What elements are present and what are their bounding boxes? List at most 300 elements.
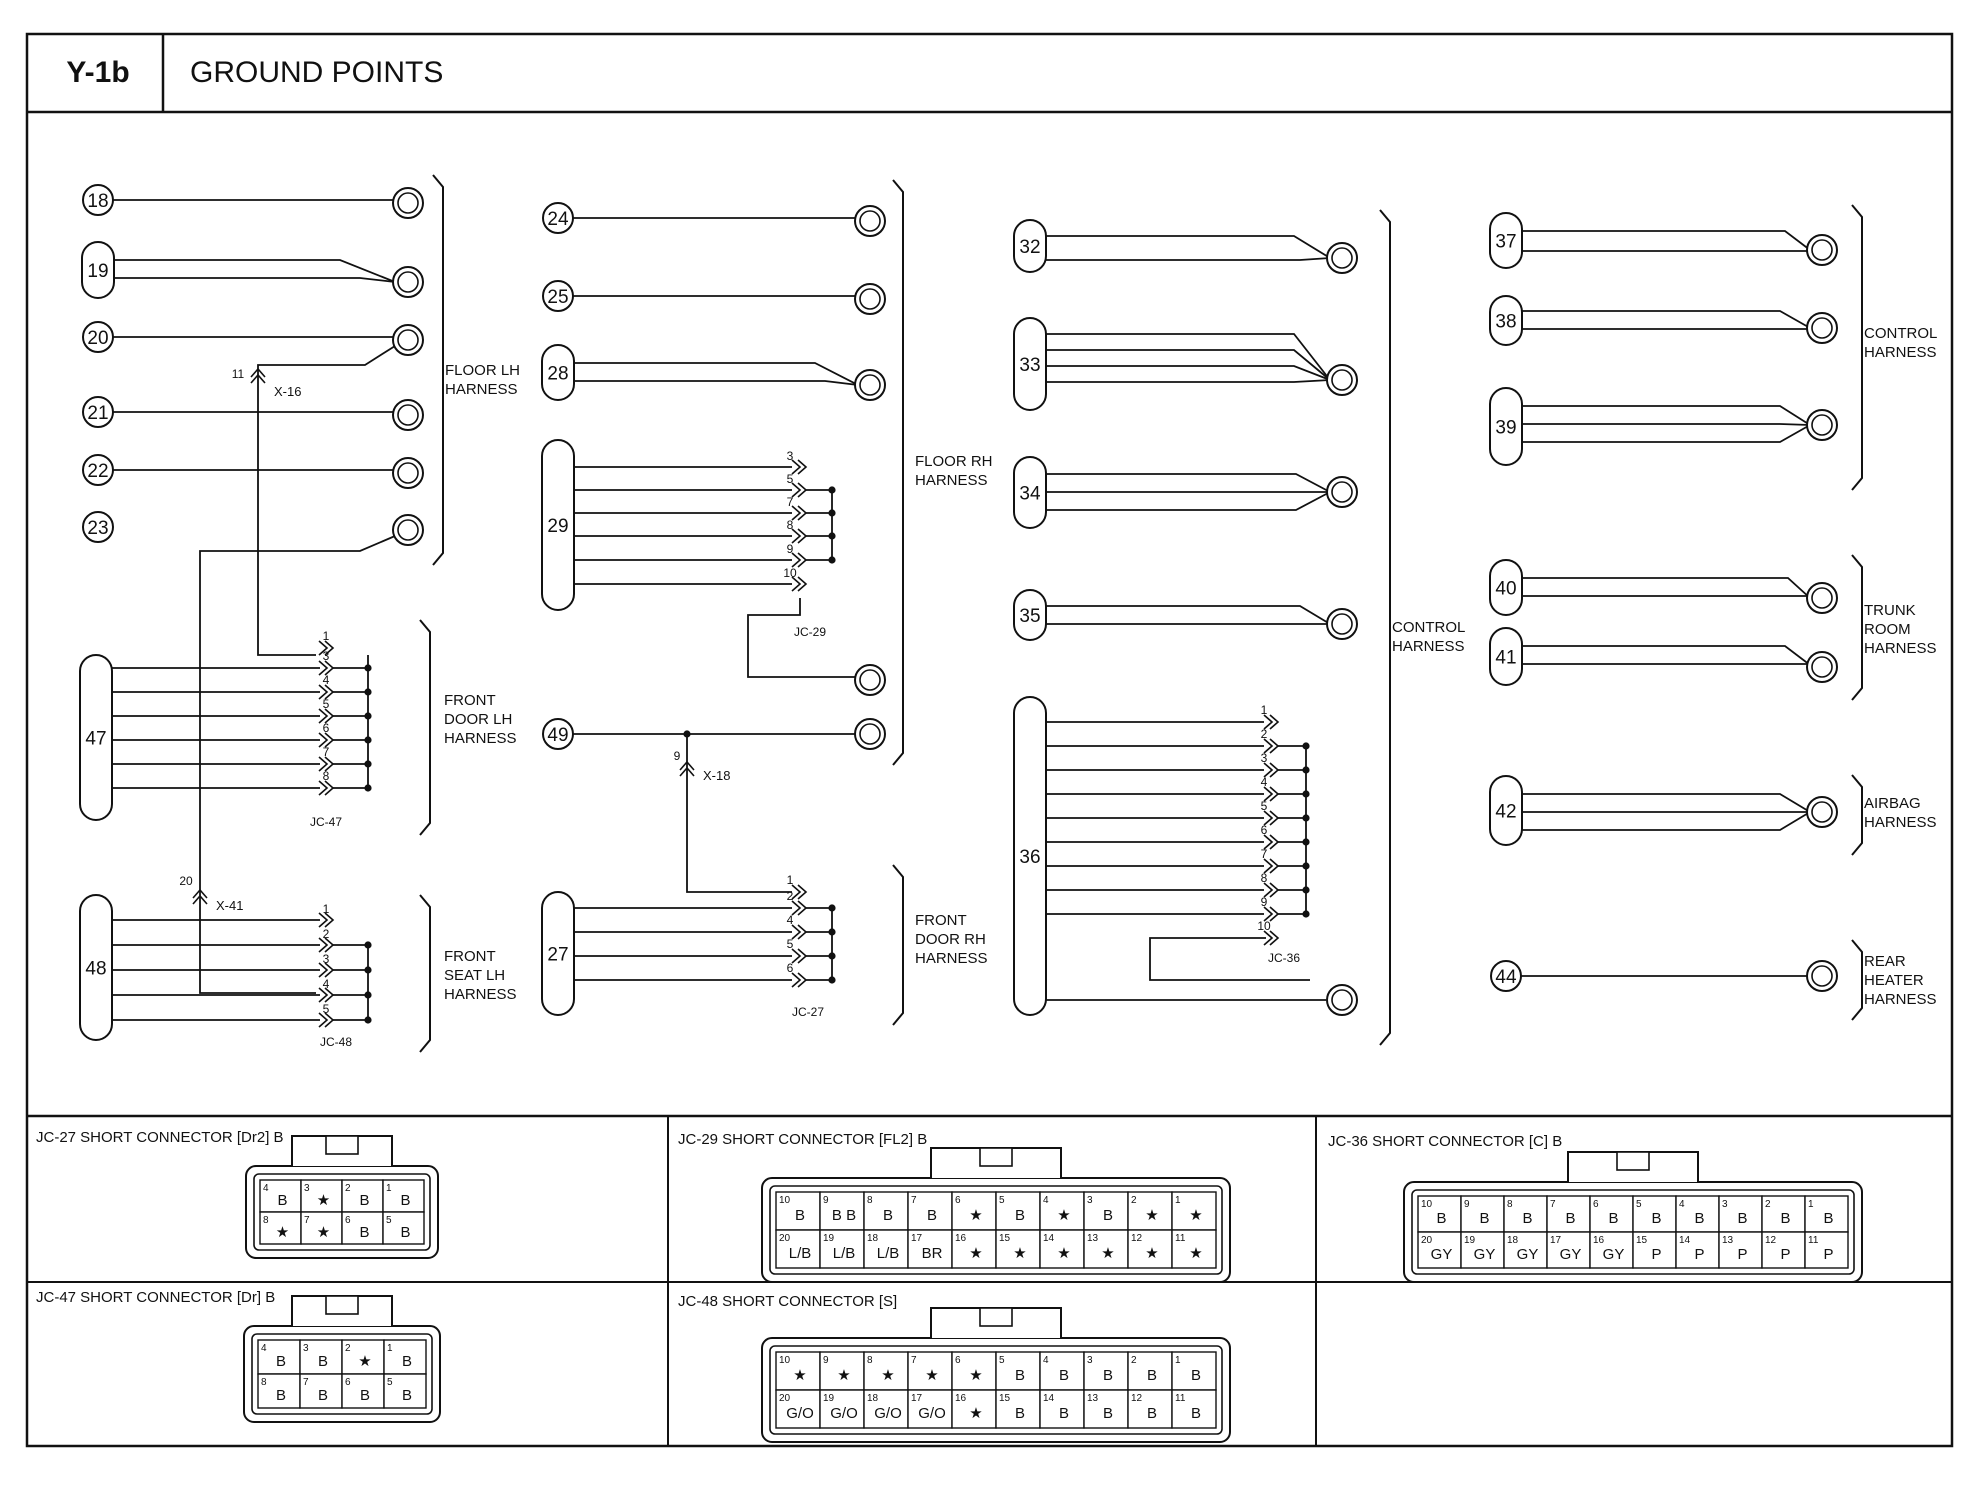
jc36-splice-dot	[1302, 886, 1309, 893]
jc29-pin-mark	[792, 506, 806, 520]
jc36-wire-6: B	[1608, 1210, 1619, 1227]
rear-heater-harness-line2: HARNESS	[1864, 991, 1937, 1008]
jc36-splice-dot	[1302, 814, 1309, 821]
trunk-room-harness-line1: ROOM	[1864, 621, 1911, 638]
jc48-cavity-5: 5	[999, 1355, 1005, 1366]
jc48-wire-17: G/O	[918, 1405, 946, 1422]
jc47-cavity-1: 1	[387, 1343, 393, 1354]
ground-23-label: 23	[87, 518, 109, 539]
jc27-pin-6: 6	[786, 961, 794, 975]
jc36-cavity-2: 2	[1765, 1199, 1771, 1210]
jc29-cavity-4: 4	[1043, 1195, 1049, 1206]
floor-lh-harness-line0: FLOOR LH	[445, 362, 521, 379]
control-right-harness-line0: CONTROL	[1864, 325, 1938, 342]
rear-heater-harness-line1: HEATER	[1864, 972, 1924, 989]
jc29-wire-10: B	[794, 1207, 806, 1224]
ground-44-label: 44	[1495, 967, 1517, 988]
jc36-wire-16: GY	[1602, 1246, 1625, 1263]
jc29-wire-3: B	[1102, 1207, 1114, 1224]
jc29-wire-16: ★	[969, 1245, 983, 1262]
jc36-cavity-19: 19	[1464, 1235, 1476, 1246]
jc48-latch-slot	[980, 1308, 1012, 1326]
floor-lh-harness-line1: HARNESS	[445, 381, 518, 398]
jc48-wire-12: B	[1146, 1405, 1158, 1422]
jc36-cavity-6: 6	[1593, 1199, 1599, 1210]
ground-24-label: 24	[547, 209, 569, 230]
jc36-label: JC-36	[1267, 951, 1301, 965]
jc36-wire-15: P	[1651, 1246, 1662, 1263]
jc29-latch-slot	[980, 1148, 1012, 1166]
jc47-pin-3: 3	[322, 649, 330, 663]
ground-37-label: 37	[1495, 231, 1517, 253]
jc36-cavity-15: 15	[1636, 1235, 1648, 1246]
jc29-cavity-9: 9	[823, 1195, 829, 1206]
jc36-cavity-1: 1	[1808, 1199, 1814, 1210]
ground-29-label: 29	[547, 516, 569, 537]
ground-22-label: 22	[87, 461, 109, 482]
front-door-lh-harness-line1: DOOR LH	[444, 711, 513, 728]
jc36-pin-5: 5	[1260, 799, 1268, 813]
jc47-cavity-3: 3	[303, 1343, 309, 1354]
jc36-cavity-16: 16	[1593, 1235, 1605, 1246]
jc36-splice-dot	[1302, 838, 1309, 845]
jc36-cavity-3: 3	[1722, 1199, 1728, 1210]
front-door-rh-harness-line2: HARNESS	[915, 950, 988, 967]
jc48-wire-13: B	[1102, 1405, 1114, 1422]
ground-41-label: 41	[1495, 647, 1517, 669]
ground-40-label: 40	[1495, 578, 1517, 600]
jc29-splice-dot	[828, 509, 835, 516]
jc29-pin-mark	[792, 483, 806, 497]
front-seat-lh-harness-line1: SEAT LH	[444, 967, 506, 984]
jc48-cavity-16: 16	[955, 1393, 967, 1404]
jc36-wire-5: B	[1651, 1210, 1662, 1227]
jc36-wire-10: B	[1436, 1210, 1447, 1227]
jc27-pin-2: 2	[786, 889, 794, 903]
jc47-wire-4: B	[275, 1353, 287, 1370]
jc27-wire-2: B	[359, 1192, 370, 1209]
jc27-pin-4: 4	[786, 913, 794, 927]
jc27-splice-dot	[828, 952, 835, 959]
floor-lh-bracket	[433, 175, 443, 565]
jc27-wire-6: B	[359, 1224, 370, 1241]
jc27-splice-dot	[828, 928, 835, 935]
jc27-wire-8: ★	[275, 1224, 290, 1241]
wire	[1046, 366, 1330, 380]
jc36-pin-9: 9	[1260, 895, 1268, 909]
jc29-cavity-6: 6	[955, 1195, 961, 1206]
jc48-cavity-14: 14	[1043, 1393, 1055, 1404]
jc47-cavity-8: 8	[261, 1377, 267, 1388]
jc47-pin-4: 4	[322, 673, 330, 687]
jc48-pin-4: 4	[322, 977, 330, 991]
front-door-rh-harness-line1: DOOR RH	[915, 931, 986, 948]
jc29-wire-6: ★	[969, 1207, 983, 1224]
control-mid-harness-line0: CONTROL	[1392, 619, 1466, 636]
jc36-cavity-7: 7	[1550, 1199, 1556, 1210]
jc36-cavity-17: 17	[1550, 1235, 1562, 1246]
jc36-cavity-13: 13	[1722, 1235, 1734, 1246]
jc48-cavity-8: 8	[867, 1355, 873, 1366]
x18-label: X-18	[703, 768, 731, 783]
jc47-splice-dot	[364, 664, 371, 671]
ground-28-label: 28	[547, 363, 569, 385]
rear-heater-bracket	[1852, 940, 1862, 1020]
jc29-pin-8: 8	[786, 518, 794, 532]
wire	[1522, 646, 1810, 665]
jc29-wire-2: ★	[1145, 1207, 1159, 1224]
jc47-cavity-6: 6	[345, 1377, 351, 1388]
jc48-pin-2: 2	[322, 927, 330, 941]
jc48-wire-3: B	[1102, 1367, 1114, 1384]
jc29-splice-dot	[828, 532, 835, 539]
jc47-cavity-5: 5	[387, 1377, 393, 1388]
control-mid-harness-line1: HARNESS	[1392, 638, 1465, 655]
jc27-splice-dot	[828, 904, 835, 911]
jc29-pin-10: 10	[783, 566, 797, 580]
ground-38-label: 38	[1495, 311, 1517, 333]
trunk-room-harness-line0: TRUNK	[1864, 602, 1916, 619]
jc36-cavity-11: 11	[1808, 1235, 1819, 1246]
floor-rh-harness-line1: HARNESS	[915, 472, 988, 489]
jc47-cavity-2: 2	[345, 1343, 351, 1354]
jc47-pin-7: 7	[322, 745, 330, 759]
jc29-cavity-11: 11	[1175, 1233, 1186, 1244]
jc48-wire-18: G/O	[874, 1405, 902, 1422]
jc48-wire-1: B	[1190, 1367, 1202, 1384]
jc27-pin-mark	[792, 901, 806, 915]
jc36-pin-10: 10	[1257, 919, 1271, 933]
jc29-wire-11: ★	[1189, 1245, 1203, 1262]
jc29-wire-7: B	[926, 1207, 938, 1224]
wire	[574, 381, 858, 385]
jc27-cavity-7: 7	[304, 1215, 310, 1226]
jc36-cavity-8: 8	[1507, 1199, 1513, 1210]
jc48-splice-dot	[364, 1016, 371, 1023]
jc29-cavity-20: 20	[779, 1233, 791, 1244]
jc27-wire-1: B	[400, 1192, 411, 1209]
jc27-wire-3: ★	[316, 1192, 331, 1209]
jc36-wire-11: P	[1823, 1246, 1834, 1263]
jc36-wire-14: P	[1694, 1246, 1705, 1263]
ground-42-label: 42	[1495, 801, 1517, 823]
ground-47-label: 47	[85, 728, 107, 750]
floor-rh-bracket	[893, 180, 903, 765]
jc48-splice-dot	[364, 991, 371, 998]
jc36-pin-mark	[1264, 931, 1278, 945]
trunk-room-bracket	[1852, 555, 1862, 700]
wire	[1522, 231, 1810, 250]
jc47-wire-6: B	[359, 1387, 371, 1404]
wire	[1522, 311, 1810, 328]
jc48-wire-10: ★	[793, 1367, 807, 1384]
jc29-cavity-13: 13	[1087, 1233, 1099, 1244]
jc48-cavity-18: 18	[867, 1393, 879, 1404]
control-mid-bracket	[1380, 210, 1390, 1045]
jc29-pin-7: 7	[786, 495, 794, 509]
wire	[1046, 380, 1330, 382]
jc36-splice-dot	[1302, 862, 1309, 869]
jc48-wire-20: G/O	[786, 1405, 814, 1422]
jc29-cavity-12: 12	[1131, 1233, 1143, 1244]
jc27-pin-mark	[792, 885, 806, 899]
jc36-cavity-20: 20	[1421, 1235, 1433, 1246]
jc36-pin-3: 3	[1260, 751, 1268, 765]
wire	[1046, 474, 1330, 492]
jc48-cavity-4: 4	[1043, 1355, 1049, 1366]
jc36-pin-8: 8	[1260, 871, 1268, 885]
jc29-label: JC-29	[793, 625, 827, 639]
ground-32-label: 32	[1019, 237, 1041, 258]
jc36-wire-4: B	[1694, 1210, 1705, 1227]
jc27-wire-7: ★	[316, 1224, 331, 1241]
ground-19-label: 19	[87, 261, 109, 282]
wire	[1522, 812, 1810, 830]
ground-25-label: 25	[547, 287, 569, 308]
front-seat-lh-bracket	[420, 895, 430, 1052]
jc48-cavity-6: 6	[955, 1355, 961, 1366]
jc29-wire-9: B B	[831, 1207, 857, 1224]
front-door-rh-bracket	[893, 865, 903, 1025]
jc27-cavity-6: 6	[345, 1215, 351, 1226]
jc27-wire-4: B	[277, 1192, 288, 1209]
front-seat-lh-harness-line2: HARNESS	[444, 986, 517, 1003]
jc48-pin-5: 5	[322, 1002, 330, 1016]
jc29-cavity-7: 7	[911, 1195, 917, 1206]
jc48-wire-8: ★	[881, 1367, 895, 1384]
jc29-wire-4: ★	[1057, 1207, 1071, 1224]
jc36-pin-4: 4	[1260, 775, 1268, 789]
jc47-splice-dot	[364, 736, 371, 743]
header-code: Y-1b	[66, 56, 130, 89]
jc29-cavity-5: 5	[999, 1195, 1005, 1206]
jc47-wire-5: B	[401, 1387, 413, 1404]
ground-27-label: 27	[547, 944, 569, 966]
jc27-cavity-8: 8	[263, 1215, 269, 1226]
front-door-lh-harness-line2: HARNESS	[444, 730, 517, 747]
jc47-cavity-7: 7	[303, 1377, 309, 1388]
wire	[1522, 406, 1810, 425]
wire	[1046, 258, 1330, 260]
jc36-wire-1: B	[1823, 1210, 1834, 1227]
wire	[1522, 425, 1810, 442]
wire	[1046, 606, 1330, 624]
jc47-cavity-4: 4	[261, 1343, 267, 1354]
page-title: GROUND POINTS	[190, 56, 444, 89]
jc36-wire-3: B	[1737, 1210, 1748, 1227]
jc48-wire-19: G/O	[830, 1405, 858, 1422]
jc29-pin-5: 5	[786, 472, 794, 486]
jc29-wire-13: ★	[1101, 1245, 1115, 1262]
jc48-cavity-13: 13	[1087, 1393, 1099, 1404]
rear-heater-harness-line0: REAR	[1864, 953, 1906, 970]
jc27-cavity-3: 3	[304, 1183, 310, 1194]
jc48-wire-2: B	[1146, 1367, 1158, 1384]
wire	[1522, 578, 1810, 598]
x18-pin: 9	[673, 749, 681, 763]
wire	[1046, 350, 1330, 380]
jc48-cavity-1: 1	[1175, 1355, 1181, 1366]
trunk-room-harness-line2: HARNESS	[1864, 640, 1937, 657]
jc29-pin-mark	[792, 460, 806, 474]
jc47-latch-slot	[326, 1296, 358, 1314]
front-door-lh-harness-line0: FRONT	[444, 692, 496, 709]
jc36-table-title: JC-36 SHORT CONNECTOR [C] B	[1328, 1133, 1563, 1150]
jc48-label: JC-48	[319, 1035, 353, 1049]
jc48-wire-7: ★	[925, 1367, 939, 1384]
jc48-cavity-9: 9	[823, 1355, 829, 1366]
jc48-cavity-19: 19	[823, 1393, 835, 1404]
jc48-cavity-20: 20	[779, 1393, 791, 1404]
wire	[1046, 236, 1330, 258]
jc36-pin-6: 6	[1260, 823, 1268, 837]
wire	[1522, 794, 1810, 812]
jc29-pin-9: 9	[786, 542, 794, 556]
jc36-cavity-4: 4	[1679, 1199, 1685, 1210]
jc36-wire-12: P	[1780, 1246, 1791, 1263]
jc29-table-title: JC-29 SHORT CONNECTOR [FL2] B	[678, 1131, 928, 1148]
jc47-pin-8: 8	[322, 769, 330, 783]
jc47-wire-1: B	[401, 1353, 413, 1370]
jc48-wire-6: ★	[969, 1367, 983, 1384]
wire	[1522, 424, 1810, 425]
jc27-cavity-5: 5	[386, 1215, 392, 1226]
jc29-splice-dot	[828, 556, 835, 563]
jc29-splice-dot	[828, 486, 835, 493]
jc36-cavity-9: 9	[1464, 1199, 1470, 1210]
jc36-wire-9: B	[1479, 1210, 1490, 1227]
jc36-pin-2: 2	[1260, 727, 1268, 741]
jc48-cavity-17: 17	[911, 1393, 923, 1404]
jc29-cavity-15: 15	[999, 1233, 1011, 1244]
jc29-cavity-1: 1	[1175, 1195, 1181, 1206]
jc27-splice-dot	[828, 976, 835, 983]
ground-48-label: 48	[85, 958, 107, 980]
jc47-splice-dot	[364, 760, 371, 767]
jc27-wire-5: B	[400, 1224, 411, 1241]
ground-21-label: 21	[87, 403, 109, 424]
jc47-splice-dot	[364, 688, 371, 695]
ground-34-label: 34	[1019, 483, 1041, 505]
jc29-cavity-17: 17	[911, 1233, 923, 1244]
jc29-wire-5: B	[1014, 1207, 1026, 1224]
ground-39-label: 39	[1495, 417, 1517, 439]
jc47-wire-7: B	[317, 1387, 329, 1404]
jc48-splice-dot	[364, 966, 371, 973]
jc47-table-title: JC-47 SHORT CONNECTOR [Dr] B	[36, 1289, 276, 1306]
jc27-label: JC-27	[791, 1005, 825, 1019]
jc47-pin-mark	[319, 781, 333, 795]
front-door-rh-harness-line0: FRONT	[915, 912, 967, 929]
jc29-cavity-16: 16	[955, 1233, 967, 1244]
wire	[1046, 492, 1330, 510]
jc36-splice-dot	[1302, 790, 1309, 797]
airbag-bracket	[1852, 775, 1862, 855]
jc27-pin-mark	[792, 973, 806, 987]
jc48-cavity-15: 15	[999, 1393, 1011, 1404]
jc27-cavity-1: 1	[386, 1183, 392, 1194]
jc29-wire-15: ★	[1013, 1245, 1027, 1262]
ground-36-label: 36	[1019, 847, 1041, 868]
jc48-cavity-2: 2	[1131, 1355, 1137, 1366]
control-right-bracket	[1852, 205, 1862, 490]
jc36-wire-8: B	[1522, 1210, 1533, 1227]
jc48-wire-4: B	[1058, 1367, 1070, 1384]
jc36-splice-dot	[1302, 766, 1309, 773]
jc27-table-title: JC-27 SHORT CONNECTOR [Dr2] B	[36, 1129, 284, 1146]
jc48-table-title: JC-48 SHORT CONNECTOR [S]	[678, 1293, 898, 1310]
jc29-wire-18: L/B	[876, 1245, 900, 1262]
front-seat-lh-harness-line0: FRONT	[444, 948, 496, 965]
jc29-wire-20: L/B	[788, 1245, 812, 1262]
jc29-cavity-14: 14	[1043, 1233, 1055, 1244]
jc36-cavity-18: 18	[1507, 1235, 1519, 1246]
jc47-splice-dot	[364, 712, 371, 719]
jc29-wire-19: L/B	[832, 1245, 856, 1262]
jc48-wire-9: ★	[837, 1367, 851, 1384]
jc29-pin-mark	[792, 553, 806, 567]
jc27-pin-5: 5	[786, 937, 794, 951]
jc29-cavity-19: 19	[823, 1233, 835, 1244]
jc29-cavity-3: 3	[1087, 1195, 1093, 1206]
jc47-pin-5: 5	[322, 697, 330, 711]
jc48-pin-1: 1	[322, 902, 330, 916]
x41-label: X-41	[216, 898, 244, 913]
jc48-splice-dot	[364, 941, 371, 948]
jc29-cavity-18: 18	[867, 1233, 879, 1244]
wire	[114, 278, 395, 282]
ground-20-label: 20	[87, 328, 109, 349]
ground-49-label: 49	[547, 725, 569, 746]
jc29-pin-mark	[792, 529, 806, 543]
wire	[1046, 334, 1330, 380]
jc27-pin-1: 1	[786, 873, 794, 887]
jc29-cavity-10: 10	[779, 1195, 791, 1206]
jc36-cavity-14: 14	[1679, 1235, 1691, 1246]
wire	[687, 734, 792, 892]
jc48-cavity-11: 11	[1175, 1393, 1186, 1404]
jc48-cavity-7: 7	[911, 1355, 917, 1366]
ground-18-label: 18	[87, 191, 109, 212]
jc29-pin-3: 3	[786, 449, 794, 463]
jc36-wire-13: P	[1737, 1246, 1748, 1263]
jc27-pin-mark	[792, 949, 806, 963]
jc29-wire-17: BR	[921, 1245, 943, 1262]
x16-label: X-16	[274, 384, 302, 399]
jc48-cavity-3: 3	[1087, 1355, 1093, 1366]
jc36-splice-dot	[1302, 910, 1309, 917]
jc48-wire-14: B	[1058, 1405, 1070, 1422]
jc29-cavity-8: 8	[867, 1195, 873, 1206]
x16-pin: 11	[231, 367, 245, 381]
jc48-cavity-10: 10	[779, 1355, 791, 1366]
jc36-latch-slot	[1617, 1152, 1649, 1170]
jc48-cavity-12: 12	[1131, 1393, 1143, 1404]
jc47-pin-1: 1	[322, 629, 330, 643]
jc27-cavity-2: 2	[345, 1183, 351, 1194]
jc29-cavity-2: 2	[1131, 1195, 1137, 1206]
jc36-pin-1: 1	[1260, 703, 1268, 717]
jc27-cavity-4: 4	[263, 1183, 269, 1194]
ground-33-label: 33	[1019, 355, 1041, 376]
jc36-wire-20: GY	[1430, 1246, 1453, 1263]
jc29-wire-8: B	[882, 1207, 894, 1224]
jc36-splice-dot	[1302, 742, 1309, 749]
jc36-wire-2: B	[1780, 1210, 1791, 1227]
jc36-wire-19: GY	[1473, 1246, 1496, 1263]
jc36-cavity-5: 5	[1636, 1199, 1642, 1210]
jc47-wire-3: B	[317, 1353, 329, 1370]
